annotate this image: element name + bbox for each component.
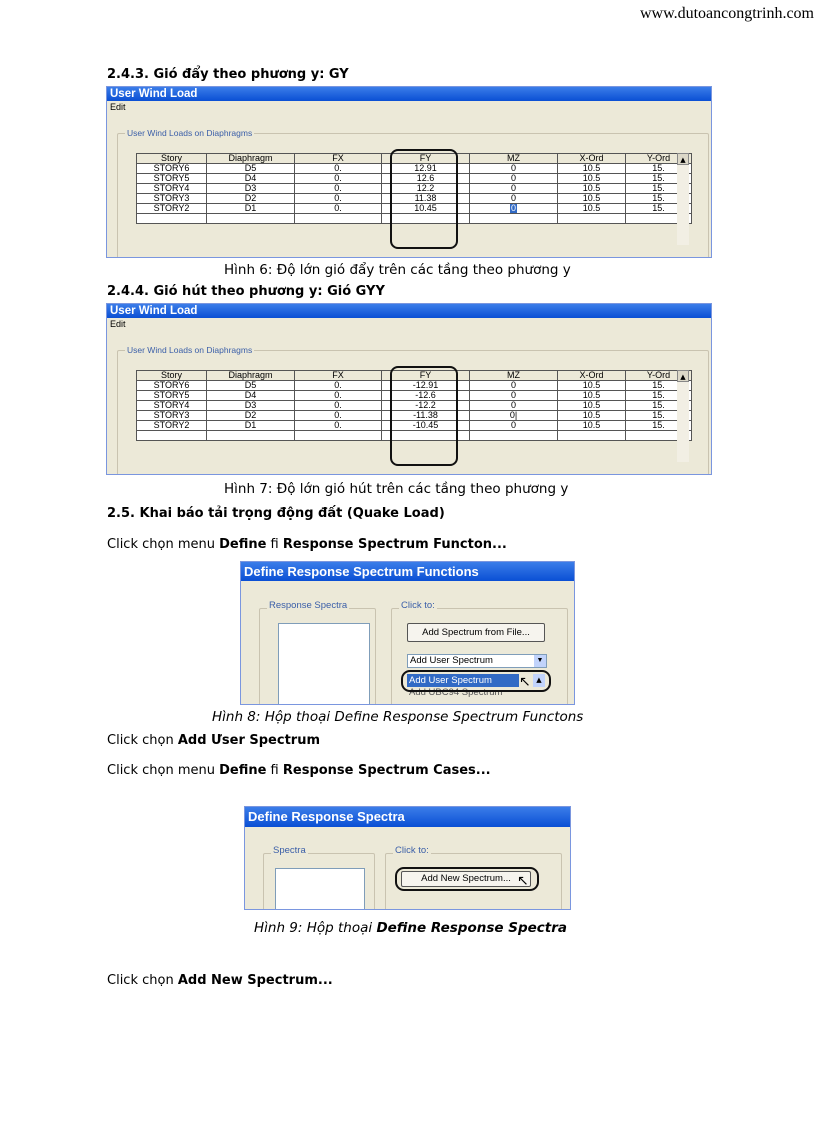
text: Click chọn menu xyxy=(107,537,220,552)
cell[interactable]: 10.5 xyxy=(558,391,626,401)
cell[interactable]: 0 xyxy=(470,194,558,204)
dropdown-item-add-user-spectrum[interactable]: Add User Spectrum xyxy=(407,674,519,687)
text: Click chọn xyxy=(107,733,178,748)
cell[interactable]: STORY6 xyxy=(137,164,207,174)
col-header: Story xyxy=(137,371,207,381)
spectra-list[interactable] xyxy=(275,868,365,910)
selected-cell-value[interactable]: 0 xyxy=(510,203,516,213)
col-header: X-Ord xyxy=(558,154,626,164)
cell[interactable]: STORY4 xyxy=(137,184,207,194)
menu-define: Define xyxy=(219,537,267,552)
dialog-title[interactable]: User Wind Load xyxy=(107,304,711,318)
cell[interactable]: 12.2 xyxy=(382,184,470,194)
group-label: Response Spectra xyxy=(269,600,348,611)
define-response-spectra-dialog xyxy=(244,806,571,910)
col-header: Story xyxy=(137,154,207,164)
cell[interactable]: D4 xyxy=(207,174,295,184)
cell[interactable]: 10.5 xyxy=(558,421,626,431)
col-header: Y-Ord xyxy=(626,371,692,381)
cell[interactable]: 0. xyxy=(295,411,382,421)
group-label: Click to: xyxy=(395,845,429,856)
cell[interactable]: D1 xyxy=(207,204,295,214)
section-heading-2-4-3: 2.4.3. Gió đẩy theo phương y: GY xyxy=(107,67,349,82)
text: Hình 9: Hộp thoại xyxy=(254,920,377,936)
cell[interactable]: 12.91 xyxy=(382,164,470,174)
response-spectra-list[interactable] xyxy=(278,623,370,705)
dialog-title[interactable]: Define Response Spectra xyxy=(245,807,570,827)
section-heading-2-5: 2.5. Khai báo tải trọng động đất (Quake Load) xyxy=(107,506,445,521)
cell[interactable]: 10.5 xyxy=(558,164,626,174)
group-label: User Wind Loads on Diaphragms xyxy=(127,128,253,138)
cell[interactable] xyxy=(470,214,558,224)
menu-edit[interactable]: Edit xyxy=(107,318,711,331)
add-spectrum-from-file-button[interactable]: Add Spectrum from File... xyxy=(407,623,545,642)
cell[interactable]: 0. xyxy=(295,391,382,401)
arrow-symbol: fi xyxy=(266,763,283,778)
mouse-cursor-icon: ↖ xyxy=(517,873,529,889)
cell[interactable]: 0. xyxy=(295,401,382,411)
cell[interactable] xyxy=(558,431,626,441)
user-wind-load-dialog-gy xyxy=(106,86,712,258)
cell[interactable] xyxy=(470,204,558,214)
cell[interactable]: 15. xyxy=(626,164,692,174)
cell[interactable]: 15. xyxy=(626,204,692,214)
cell[interactable]: 15. xyxy=(626,401,692,411)
command-add-user-spectrum: Add Ưser Spectrum xyxy=(177,733,320,748)
cell[interactable]: D5 xyxy=(207,164,295,174)
cell[interactable] xyxy=(470,431,558,441)
cell[interactable]: 15. xyxy=(626,381,692,391)
dialog-title[interactable]: User Wind Load xyxy=(107,87,711,101)
col-header: Diaphragm xyxy=(207,371,295,381)
cell[interactable]: 0. xyxy=(295,194,382,204)
cell[interactable]: STORY3 xyxy=(137,194,207,204)
cell[interactable]: STORY5 xyxy=(137,174,207,184)
cell[interactable] xyxy=(295,431,382,441)
col-header: FX xyxy=(295,371,382,381)
col-header: MZ xyxy=(470,154,558,164)
cell[interactable]: 0. xyxy=(295,184,382,194)
menu-response-spectrum-cases: Response Spectrum Cases... xyxy=(282,763,491,778)
scroll-up-icon[interactable]: ▲ xyxy=(677,153,689,165)
col-header: Diaphragm xyxy=(207,154,295,164)
cell[interactable]: STORY5 xyxy=(137,391,207,401)
cell[interactable]: 10.5 xyxy=(558,411,626,421)
cell[interactable]: D3 xyxy=(207,184,295,194)
cell[interactable]: 0 xyxy=(470,381,558,391)
col-header: FY xyxy=(382,154,470,164)
cell[interactable]: D1 xyxy=(207,421,295,431)
cell[interactable]: 12.6 xyxy=(382,174,470,184)
cell[interactable]: 10.5 xyxy=(558,204,626,214)
user-wind-load-dialog-gyy xyxy=(106,303,712,475)
cell[interactable]: 10.45 xyxy=(382,204,470,214)
dialog-title[interactable]: Define Response Spectrum Functions xyxy=(241,562,574,581)
cell[interactable]: 0 xyxy=(470,401,558,411)
scrollbar[interactable] xyxy=(677,382,689,462)
cell[interactable]: -11.38 xyxy=(382,411,470,421)
text: Click chọn menu xyxy=(107,763,220,778)
cell[interactable]: D2 xyxy=(207,411,295,421)
site-url: www.dutoancongtrinh.com xyxy=(639,5,814,22)
cell[interactable]: 15. xyxy=(626,421,692,431)
mouse-cursor-icon: ↖ xyxy=(519,674,531,690)
col-header: MZ xyxy=(470,371,558,381)
add-new-spectrum-button[interactable]: Add New Spectrum... xyxy=(401,871,531,887)
section-heading-2-4-4: 2.4.4. Gió hút theo phương y: Gió GYY xyxy=(107,284,385,299)
cell[interactable] xyxy=(558,214,626,224)
cell[interactable] xyxy=(137,214,207,224)
cell[interactable]: 0. xyxy=(295,164,382,174)
cell[interactable]: D2 xyxy=(207,194,295,204)
chevron-up-icon[interactable]: ▲ xyxy=(533,674,545,687)
cell[interactable]: -10.45 xyxy=(382,421,470,431)
cell[interactable]: 10.5 xyxy=(558,401,626,411)
cell[interactable]: 0. xyxy=(295,204,382,214)
scrollbar[interactable] xyxy=(677,165,689,245)
col-header: FX xyxy=(295,154,382,164)
figure-9-caption xyxy=(254,920,567,936)
cell[interactable]: 0 xyxy=(470,164,558,174)
cell[interactable]: -12.91 xyxy=(382,381,470,391)
define-response-spectrum-functions-dialog xyxy=(240,561,575,705)
col-header: X-Ord xyxy=(558,371,626,381)
cell[interactable] xyxy=(295,214,382,224)
figure-6-caption: Hình 6: Độ lớn gió đẩy trên các tầng theo phương y xyxy=(224,262,571,278)
text: Click chọn xyxy=(107,973,178,988)
instruction-add-new-spectrum xyxy=(107,973,333,988)
cell[interactable]: 0. xyxy=(295,174,382,184)
cell[interactable]: 10.5 xyxy=(558,381,626,391)
group-label: Click to: xyxy=(401,600,435,611)
col-header: Y-Ord xyxy=(626,154,692,164)
cell[interactable]: 0 xyxy=(470,391,558,401)
cell[interactable]: -12.2 xyxy=(382,401,470,411)
cell[interactable] xyxy=(207,431,295,441)
cell[interactable]: 0 xyxy=(470,421,558,431)
arrow-symbol: fi xyxy=(266,537,283,552)
fy-column-highlight xyxy=(390,149,458,249)
cell[interactable]: 0. xyxy=(295,421,382,431)
cell[interactable]: -12.6 xyxy=(382,391,470,401)
instruction-add-user-spectrum xyxy=(107,733,320,748)
cell[interactable]: 0| xyxy=(470,411,558,421)
cell[interactable]: 15. xyxy=(626,194,692,204)
spectrum-type-combo[interactable] xyxy=(407,654,547,668)
menu-edit[interactable]: Edit xyxy=(107,101,711,114)
cell[interactable]: 15. xyxy=(626,184,692,194)
cell[interactable] xyxy=(207,214,295,224)
fy-column-highlight xyxy=(390,366,458,466)
cell[interactable]: 0. xyxy=(295,381,382,391)
cell[interactable]: 10.5 xyxy=(558,174,626,184)
figure-8-caption: Hình 8: Hộp thoại Define Response Spectrum Functons xyxy=(212,709,584,725)
figure-7-caption: Hình 7: Độ lớn gió hút trên các tầng theo phương y xyxy=(224,481,569,497)
cell[interactable]: STORY2 xyxy=(137,204,207,214)
cell[interactable]: D3 xyxy=(207,401,295,411)
cell[interactable]: D4 xyxy=(207,391,295,401)
cell[interactable]: 10.5 xyxy=(558,184,626,194)
cell[interactable]: D5 xyxy=(207,381,295,391)
menu-response-spectrum-functions: Response Spectrum Functon... xyxy=(282,537,507,552)
scroll-up-icon[interactable]: ▲ xyxy=(677,370,689,382)
chevron-down-icon[interactable]: ▼ xyxy=(534,655,546,667)
command-add-new-spectrum: Add New Spectrum... xyxy=(177,973,333,988)
group-label: User Wind Loads on Diaphragms xyxy=(127,345,253,355)
cell[interactable]: 15. xyxy=(626,174,692,184)
cell[interactable]: 0 xyxy=(470,174,558,184)
cell[interactable]: 15. xyxy=(626,391,692,401)
cell[interactable]: STORY4 xyxy=(137,401,207,411)
cell[interactable]: STORY3 xyxy=(137,411,207,421)
group-label: Spectra xyxy=(273,845,306,856)
cell[interactable]: 11.38 xyxy=(382,194,470,204)
cell[interactable] xyxy=(137,431,207,441)
cell[interactable]: 15. xyxy=(626,411,692,421)
menu-define: Define xyxy=(219,763,267,778)
instruction-define-response-spectrum-cases xyxy=(107,763,491,778)
cell[interactable]: STORY2 xyxy=(137,421,207,431)
cell[interactable]: 10.5 xyxy=(558,194,626,204)
col-header: FY xyxy=(382,371,470,381)
cell[interactable]: 0 xyxy=(470,184,558,194)
instruction-define-response-spectrum-functions xyxy=(107,537,507,552)
combo-value: Add User Spectrum xyxy=(410,655,493,666)
dropdown-item-add-ubc94-spectrum[interactable]: Add UBC94 Spectrum xyxy=(409,687,503,698)
cell[interactable]: STORY6 xyxy=(137,381,207,391)
text-bold: Define Response Spectra xyxy=(376,920,568,936)
